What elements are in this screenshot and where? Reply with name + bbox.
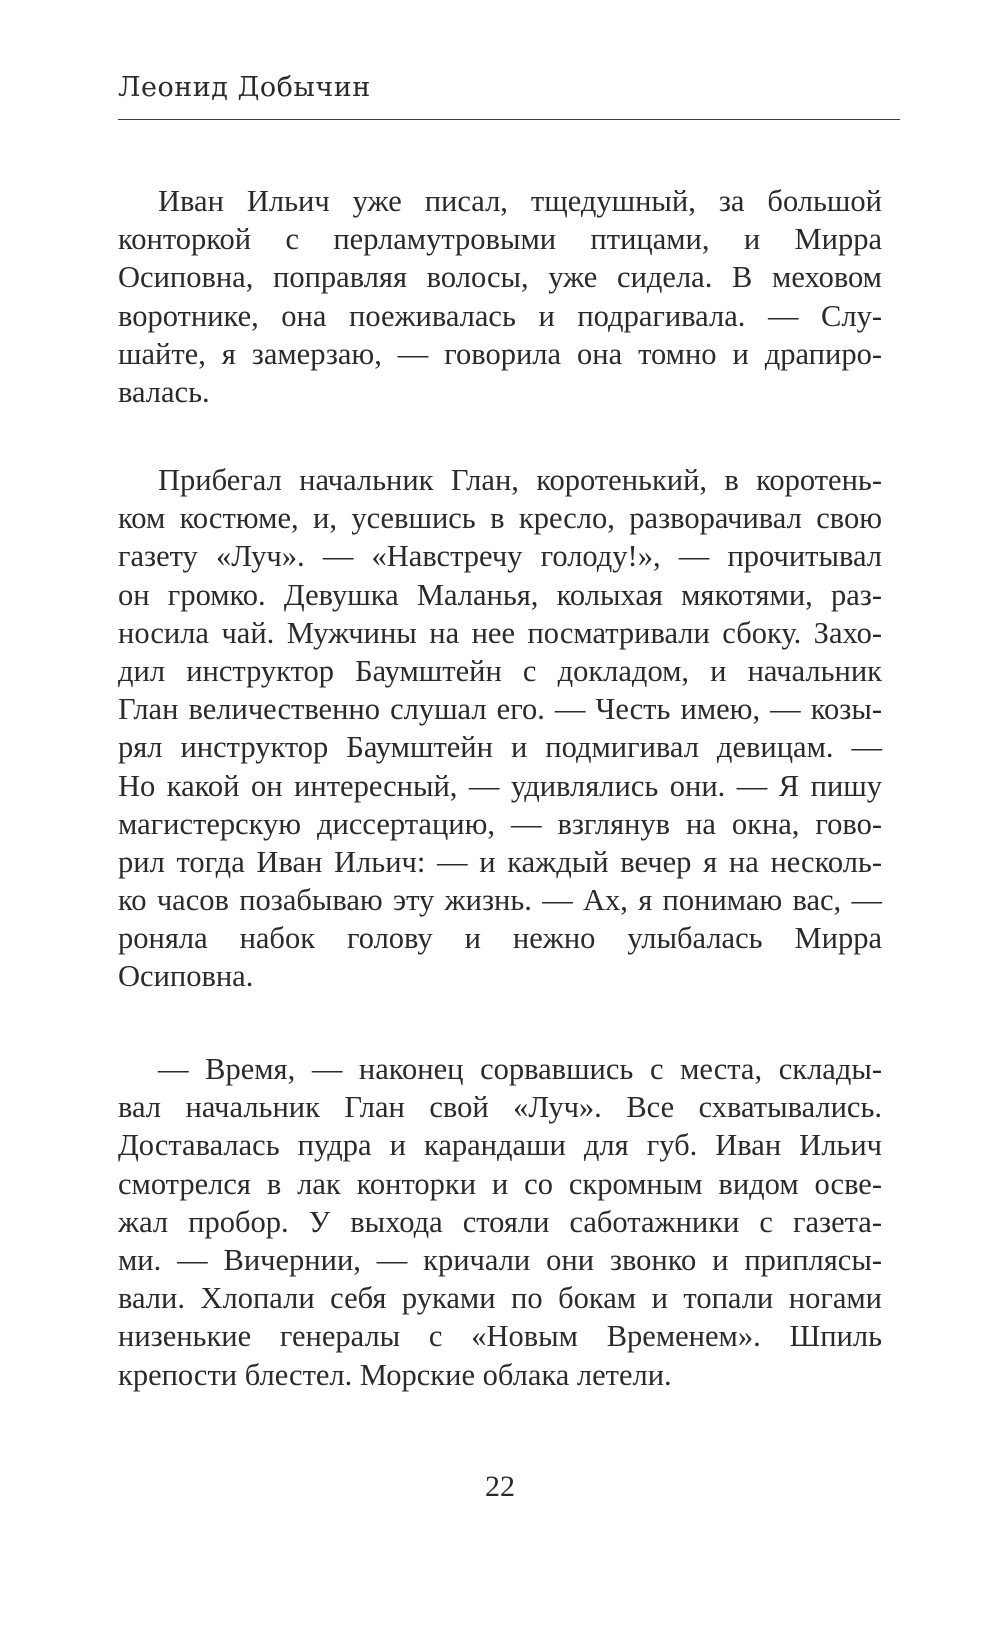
text-line: Прибегал начальник Глан, коротенький, в коротень- [158, 463, 882, 497]
text-line: дил инструктор Баумштейн с докладом, и начальник [118, 653, 882, 688]
text-line: носила чай. Мужчины на нее посматривали сбоку. Захо- [118, 615, 882, 650]
paragraph-3 [118, 1050, 882, 1394]
paragraph-2 [118, 461, 882, 996]
page-number: 22 [485, 1470, 515, 1503]
text-line: вал начальник Глан свой «Луч». Все схватывались. [118, 1090, 882, 1125]
text-line: рял инструктор Баумштейн и подмигивал девицам. — [118, 730, 882, 765]
text-line: роняла набок голову и нежно улыбалась Мирра [118, 921, 882, 956]
text-line: он громко. Девушка Маланья, колыхая мякотями, раз- [118, 577, 882, 612]
text-line: крепости блестел. Морские облака летели. [118, 1357, 672, 1392]
text-line: смотрелся в лак конторки и со скромным видом осве- [118, 1166, 882, 1201]
text-line: конторкой с перламутровыми птицами, и Мирра [118, 222, 882, 257]
text-line: рил тогда Иван Ильич: — и каждый вечер я на несколь- [118, 844, 882, 879]
text-line: ком костюме, и, усевшись в кресло, разворачивал свою [118, 501, 882, 536]
text-line: Иван Ильич уже писал, тщедушный, за большой [158, 184, 882, 218]
text-line: Осиповна. [118, 959, 254, 994]
text-line: магистерскую диссертацию, — взглянув на окна, гово- [118, 806, 882, 841]
text-line: воротнике, она поеживалась и подрагивала. — Слу- [118, 298, 882, 333]
text-line: Но какой он интересный, — удивлялись они. — Я пишу [118, 768, 882, 803]
text-line: валась. [118, 374, 210, 409]
text-line: низенькие генералы с «Новым Временем». Шпиль [118, 1319, 882, 1354]
text-line: Глан величественно слушал его. — Честь имею, — козы- [118, 692, 882, 727]
text-line: газету «Луч». — «Навстречу голоду!», — прочитывал [118, 539, 882, 574]
text-line: ко часов позабываю эту жизнь. — Ах, я понимаю вас, — [118, 883, 882, 918]
running-head-author: Леонид Добычин [118, 72, 371, 103]
text-line: ми. — Вичернии, — кричали они звонко и приплясы- [118, 1242, 882, 1277]
text-line: Доставалась пудра и карандаши для губ. Иван Ильич [118, 1128, 882, 1163]
paragraph-1 [118, 182, 882, 411]
header-rule [118, 119, 900, 120]
text-line: вали. Хлопали себя руками по бокам и топали ногами [118, 1281, 882, 1316]
text-line: шайте, я замерзаю, — говорила она томно и драпиро- [118, 336, 882, 371]
text-line: — Время, — наконец сорвавшись с места, склады- [158, 1052, 882, 1086]
text-line: Осиповна, поправляя волосы, уже сидела. В меховом [118, 260, 882, 295]
text-line: жал пробор. У выхода стояли саботажники с газета- [118, 1204, 882, 1239]
